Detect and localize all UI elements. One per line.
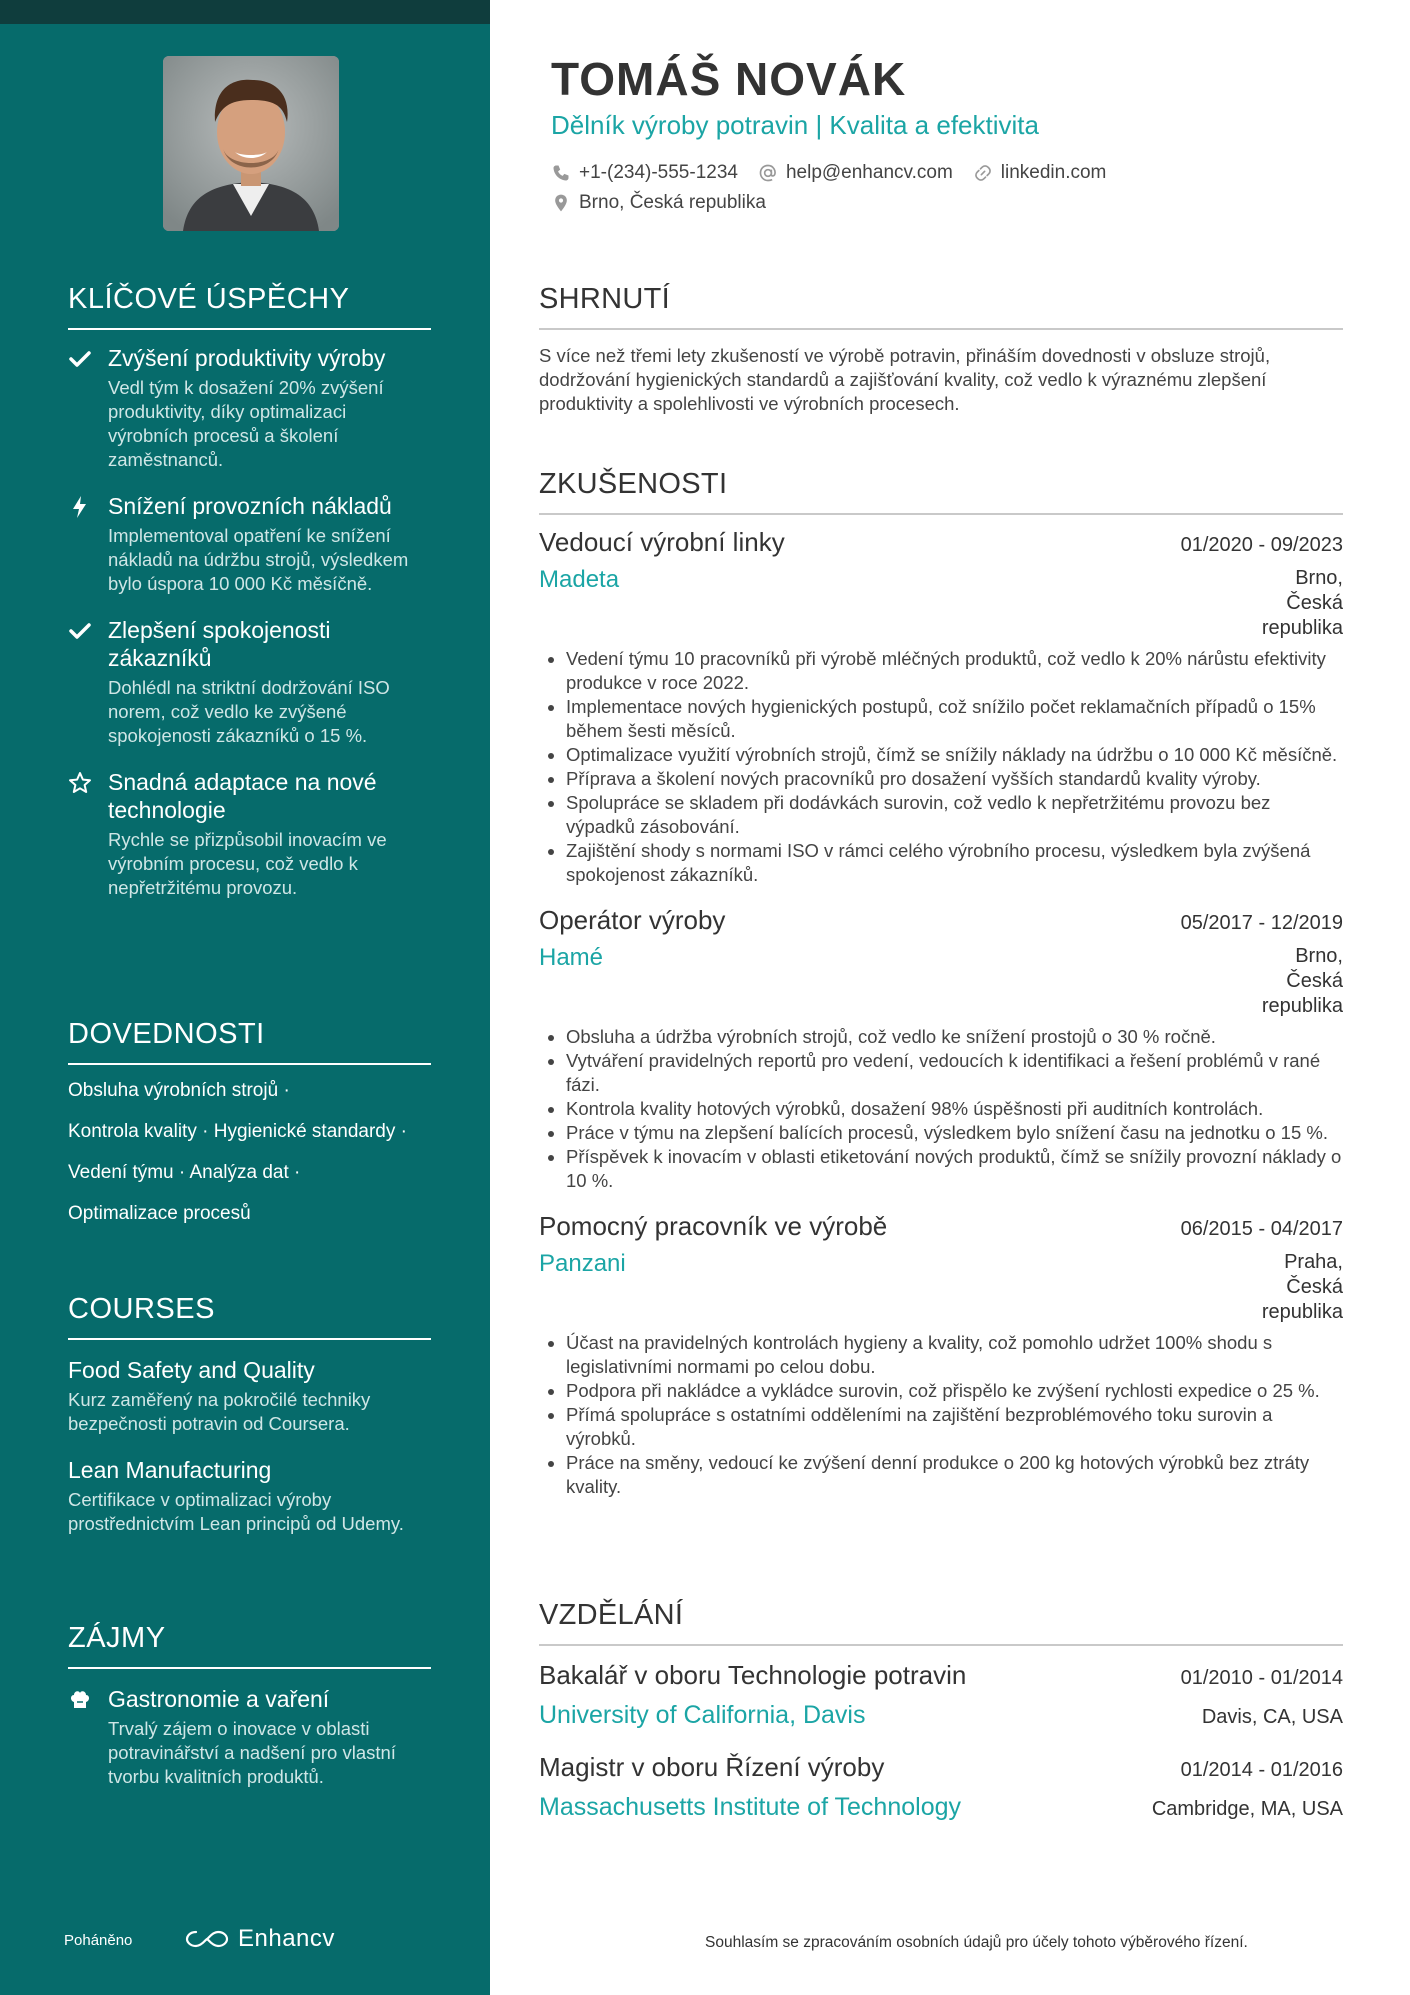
course-desc: Certifikace v optimalizaci výroby prostřednictvím Lean principů od Udemy. [68, 1489, 404, 1534]
email-text: help@enhancv.com [785, 162, 953, 183]
job-bullet: • Spolupráce se skladem při dodávkách surovin, což vedlo k nepřetržitému provozu bez výpadků zásobování. [566, 791, 1343, 839]
job-entry [539, 527, 1343, 887]
lightning-icon [68, 495, 92, 519]
course-title: Food Safety and Quality [68, 1357, 315, 1383]
courses-title: COURSES [68, 1293, 431, 1340]
brand-name: Enhancv [238, 1925, 335, 1952]
achievement-title: Zlepšení spokojenosti zákazníků [108, 617, 331, 671]
achievement-item [68, 344, 431, 472]
job-bullet: • Implementace nových hygienických postupů, což snížilo počet reklamačních případů o 15% během šesti měsíců. [566, 695, 1343, 743]
powered-by-label: Poháněno [64, 1932, 133, 1949]
location-row [551, 192, 766, 214]
achievement-title: Zvýšení produktivity výroby [108, 345, 386, 371]
linkedin-contact[interactable] [973, 162, 1107, 184]
skill-line: Optimalizace procesů [68, 1203, 251, 1224]
job-dates: 06/2015 - 04/2017 [1180, 1218, 1343, 1240]
degree-title: Magistr v oboru Řízení výroby [539, 1752, 885, 1782]
achievements-section [68, 283, 431, 900]
link-icon [973, 163, 993, 183]
education-dates: 01/2010 - 01/2014 [1180, 1667, 1343, 1689]
achievement-item [68, 768, 431, 900]
achievement-desc: Rychle se přizpůsobil inovacím ve výrobním procesu, což vedlo k nepřetržitému provozu. [108, 829, 387, 898]
chef-icon [68, 1688, 92, 1712]
job-dates: 05/2017 - 12/2019 [1180, 912, 1343, 934]
phone-contact[interactable] [551, 162, 738, 184]
skill-line: Kontrola kvality · Hygienické standardy · [68, 1121, 407, 1142]
achievement-desc: Vedl tým k dosažení 20% zvýšení produktivity, díky optimalizaci výrobních procesů a školení zaměstnanců. [108, 377, 384, 470]
job-bullet: • Účast na pravidelných kontrolách hygieny a kvality, což pomohlo udržet 100% shodu s legislativními normami po celou dobu. [566, 1331, 1343, 1379]
job-bullet: • Vedení týmu 10 pracovníků při výrobě mléčných produktů, což vedlo k 20% nárůstu efektivity produkce v roce 2022. [566, 647, 1343, 695]
education-entry [539, 1660, 1343, 1730]
company-name: Hamé [539, 944, 604, 971]
achievements-title: KLÍČOVÉ ÚSPĚCHY [68, 283, 431, 330]
skill-line: Vedení týmu · Analýza dat · [68, 1162, 301, 1183]
job-title: Pomocný pracovník ve výrobě [539, 1211, 888, 1241]
check-icon [68, 619, 92, 643]
infinity-logo-icon [184, 1928, 230, 1950]
course-item [68, 1456, 431, 1536]
job-location: Praha, Česká republika [1261, 1251, 1343, 1323]
at-icon [758, 163, 778, 183]
education-location: Davis, CA, USA [1201, 1706, 1343, 1728]
job-bullet: • Zajištění shody s normami ISO v rámci celého výrobního procesu, výsledkem byla zvýšená spokojenost zákazníků. [566, 839, 1343, 887]
email-contact[interactable] [758, 162, 953, 184]
job-bullet: • Příprava a školení nových pracovníků pro dosažení vyšších standardů kvality výroby. [566, 767, 1343, 791]
courses-section [68, 1293, 431, 1536]
job-bullet: • Kontrola kvality hotových výrobků, dosažení 98% úspěšnosti při auditních kontrolách. [566, 1097, 1343, 1121]
achievement-title: Snadná adaptace na nové technologie [108, 769, 377, 823]
degree-title: Bakalář v oboru Technologie potravin [539, 1660, 967, 1690]
job-bullet: • Příspěvek k inovacím v oblasti etiketování nových produktů, čímž se snížily provozní náklady o 10 %. [566, 1145, 1343, 1193]
star-icon [68, 771, 92, 795]
experience-title: ZKUŠENOSTI [539, 468, 1343, 515]
enhancv-logo[interactable] [184, 1925, 335, 1953]
achievement-item [68, 616, 431, 748]
job-bullets [539, 647, 1343, 887]
linkedin-text: linkedin.com [1000, 162, 1107, 183]
achievement-title: Snížení provozních nákladů [108, 493, 392, 519]
job-bullets [539, 1331, 1343, 1499]
achievement-desc: Implementoval opatření ke snížení nákladů na údržbu strojů, výsledkem bylo úspora 10 000 Kč měsíčně. [108, 525, 409, 594]
interests-title: ZÁJMY [68, 1622, 431, 1669]
summary-title: SHRNUTÍ [539, 283, 1343, 330]
location-pin-icon [551, 193, 571, 213]
job-bullet: • Přímá spolupráce s ostatními odděleními na zajištění bezproblémového toku surovin a výrobků. [566, 1403, 1343, 1451]
summary-text: S více než třemi lety zkušeností ve výrobě potravin, přináším dovednosti v obsluze strojů, dodržování hygienických standardů a zajišťování kvality, což vedlo k výraznému zlepšení produktivity a spolehlivosti ve výrobních procesech. [539, 345, 1271, 414]
phone-text: +1-(234)-555-1234 [579, 162, 738, 183]
job-bullet: • Podpora při nakládce a vykládce surovin, což přispělo ke zvýšení rychlosti expedice o 25 %. [566, 1379, 1343, 1403]
job-title: Vedoucí výrobní linky [539, 527, 785, 557]
course-title: Lean Manufacturing [68, 1457, 272, 1483]
education-title: VZDĚLÁNÍ [539, 1599, 1343, 1646]
job-bullet: • Optimalizace využití výrobních strojů, čímž se snížily náklady na údržbu o 10 000 Kč měsíčně. [566, 743, 1343, 767]
education-entry [539, 1752, 1343, 1822]
skill-line: Obsluha výrobních strojů · [68, 1080, 290, 1101]
candidate-name: TOMÁŠ NOVÁK [551, 53, 907, 105]
school-name: University of California, Davis [539, 1701, 866, 1729]
education-dates: 01/2014 - 01/2016 [1180, 1759, 1343, 1781]
job-location: Brno, Česká republika [1261, 567, 1343, 639]
job-bullet: • Práce na směny, vedoucí ke zvýšení denní produkce o 200 kg hotových výrobků bez ztráty kvality. [566, 1451, 1343, 1499]
consent-note: Souhlasím se zpracováním osobních údajů pro účely tohoto výběrového řízení. [705, 1934, 1248, 1951]
company-name: Madeta [539, 566, 620, 593]
sidebar-top-band [0, 0, 490, 24]
skills-title: DOVEDNOSTI [68, 1018, 431, 1065]
achievement-desc: Dohlédl na striktní dodržování ISO norem, což vedlo ke zvýšené spokojenosti zákazníků o 15 %. [108, 677, 390, 746]
job-bullet: • Práce v týmu na zlepšení balících procesů, výsledkem bylo snížení času na jednotku o 15 %. [566, 1121, 1343, 1145]
job-dates: 01/2020 - 09/2023 [1180, 534, 1343, 556]
profile-photo [163, 56, 339, 231]
summary-section [539, 283, 1343, 416]
education-section [539, 1599, 1343, 1822]
job-location: Brno, Česká republika [1261, 945, 1343, 1017]
phone-icon [551, 163, 571, 183]
company-name: Panzani [539, 1250, 626, 1277]
interest-title: Gastronomie a vaření [108, 1686, 330, 1712]
experience-section [539, 468, 1343, 1499]
skills-section [68, 1018, 431, 1226]
school-name: Massachusetts Institute of Technology [539, 1793, 961, 1821]
check-icon [68, 347, 92, 371]
candidate-role: Dělník výroby potravin | Kvalita a efektivita [551, 110, 1039, 140]
job-entry [539, 1211, 1343, 1499]
course-item [68, 1356, 431, 1436]
interest-item [68, 1685, 431, 1789]
sidebar [0, 0, 490, 1995]
job-bullet: • Vytváření pravidelných reportů pro vedení, vedoucích k identifikaci a řešení problémů v rané fázi. [566, 1049, 1343, 1097]
job-title: Operátor výroby [539, 905, 726, 935]
course-desc: Kurz zaměřený na pokročilé techniky bezpečnosti potravin od Coursera. [68, 1389, 371, 1434]
contact-row [551, 162, 1106, 184]
job-entry [539, 905, 1343, 1193]
interest-desc: Trvalý zájem o inovace v oblasti potravinářství a nadšení pro vlastní tvorbu kvalitních produktů. [108, 1718, 396, 1787]
education-location: Cambridge, MA, USA [1151, 1798, 1343, 1820]
job-bullet: • Obsluha a údržba výrobních strojů, což vedlo ke snížení prostojů o 30 % ročně. [566, 1025, 1343, 1049]
achievement-item [68, 492, 431, 596]
interests-section [68, 1622, 431, 1789]
location-contact [551, 192, 766, 214]
location-text: Brno, Česká republika [579, 192, 766, 213]
job-bullets [539, 1025, 1343, 1193]
